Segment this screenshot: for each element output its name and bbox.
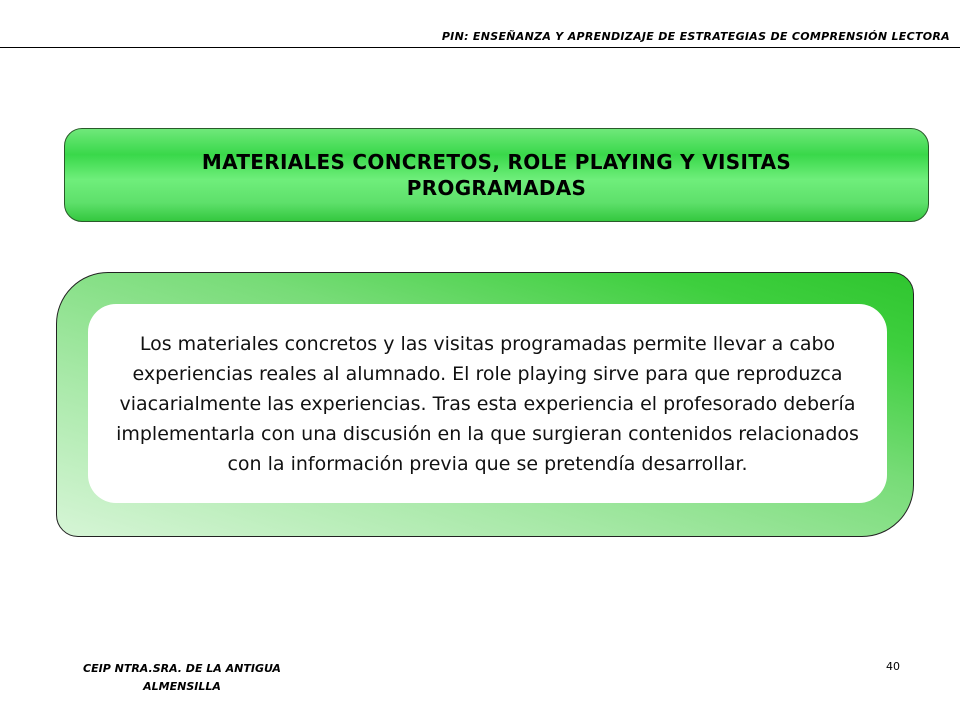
page-number: 40	[886, 660, 900, 673]
content-panel	[88, 304, 887, 503]
page-header: PIN: ENSEÑANZA Y APRENDIZAJE DE ESTRATEGIAS DE COMPRENSIÓN LECTORA	[441, 30, 950, 43]
footer-school	[62, 660, 302, 696]
content-paragraph: Los materiales concretos y las visitas programadas permite llevar a cabo experiencias reales al alumnado. El role playing sirve para que reproduzca viacarialmente las experiencias. Tras esta experiencia el profesorado debería implementarla con una discusión en la que surgieran contenidos relacionados con la información previa que se pretendía desarrollar.	[116, 332, 859, 475]
slide-title: MATERIALES CONCRETOS, ROLE PLAYING Y VISITAS PROGRAMADAS	[201, 150, 792, 200]
title-banner	[64, 128, 929, 222]
footer-school-name: CEIP NTRA.SRA. DE LA ANTIGUA	[83, 662, 281, 675]
header-divider	[0, 47, 960, 48]
footer-school-town: ALMENSILLA	[143, 680, 221, 693]
